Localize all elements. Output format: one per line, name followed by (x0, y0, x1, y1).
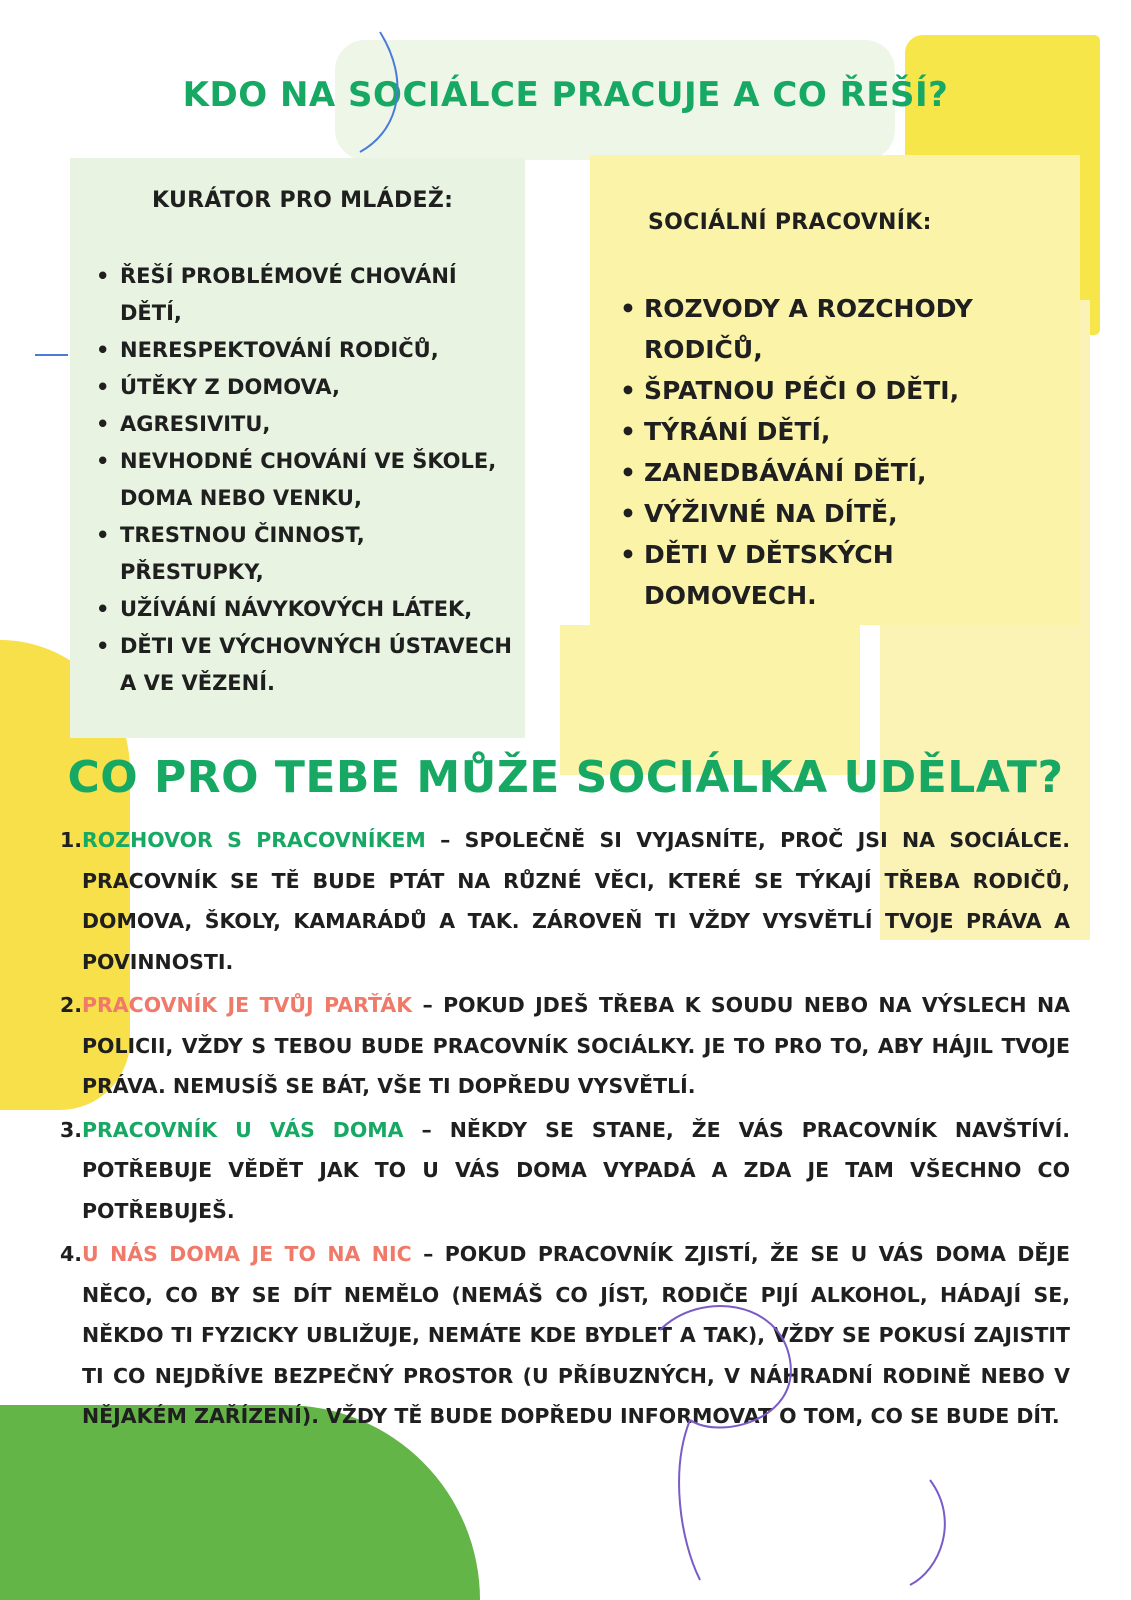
curator-item: • DĚTI VE VÝCHOVNÝCH ÚSTAVECH A VE VĚZENÍ. (94, 628, 514, 702)
curator-item: • NERESPEKTOVÁNÍ RODIČŮ, (94, 332, 514, 369)
section-title: CO PRO TEBE MŮŽE SOCIÁLKA UDĚLAT? (67, 752, 1064, 803)
social-worker-item: • ŠPATNOU PÉČI O DĚTI, (618, 370, 1068, 411)
step-highlight: ROZHOVOR S PRACOVNÍKEM (82, 828, 426, 852)
step-item (60, 820, 1070, 982)
social-worker-item: • ZANEDBÁVÁNÍ DĚTÍ, (618, 452, 1068, 493)
social-worker-item: • TÝRÁNÍ DĚTÍ, (618, 411, 1068, 452)
step-text: – SPOLEČNĚ SI VYJASNÍTE, PROČ JSI NA SOCIÁLCE. PRACOVNÍK SE TĚ BUDE PTÁT NA RŮZNÉ VĚCI, KTERÉ SE TÝKAJÍ TŘEBA RODIČŮ, DOMOVA, ŠKOLY, KAMARÁDŮ A TAK. ZÁROVEŇ TI VŽDY VYSVĚTLÍ TVOJE PRÁVA A POVINNOSTI. (82, 828, 1070, 974)
step-item (60, 1110, 1070, 1232)
curator-item: • TRESTNOU ČINNOST, PŘESTUPKY, (94, 517, 514, 591)
step-number: 3. (60, 1117, 83, 1142)
curator-list (94, 258, 514, 702)
social-worker-item: • VÝŽIVNÉ NA DÍTĚ, (618, 493, 1068, 534)
step-highlight: U NÁS DOMA JE TO NA NIC (82, 1242, 412, 1266)
curator-heading: KURÁTOR PRO MLÁDEŽ: (152, 188, 454, 213)
curator-item: • AGRESIVITU, (94, 406, 514, 443)
step-number: 2. (60, 993, 83, 1017)
step-number: 4. (60, 1242, 83, 1266)
step-item (60, 985, 1070, 1107)
social-worker-heading: SOCIÁLNÍ PRACOVNÍK: (648, 210, 932, 235)
social-worker-item: • ROZVODY A ROZCHODY RODIČŮ, (618, 288, 1068, 370)
social-worker-box (590, 155, 1080, 625)
step-highlight: PRACOVNÍK JE TVŮJ PARŤÁK (82, 993, 413, 1017)
steps-list (60, 820, 1070, 1440)
step-highlight: PRACOVNÍK U VÁS DOMA (82, 1117, 404, 1142)
step-text: – POKUD PRACOVNÍK ZJISTÍ, ŽE SE U VÁS DOMA DĚJE NĚCO, CO BY SE DÍT NEMĚLO (NEMÁŠ CO JÍST, RODIČE PIJÍ ALKOHOL, HÁDAJÍ SE, NĚKDO TI FYZICKY UBLIŽUJE, NEMÁTE KDE BYDLET A TAK), VŽDY SE POKUSÍ ZAJISTIT TI CO NEJDŘÍVE BEZPEČNÝ PROSTOR (U PŘÍBUZNÝCH, V NÁHRADNÍ RODINĚ NEBO V NĚJAKÉM ZAŘÍZENÍ). VŽDY TĚ BUDE DOPŘEDU INFORMOVAT O TOM, CO SE BUDE DÍT. (82, 1242, 1071, 1428)
page-title: KDO NA SOCIÁLCE PRACUJE A CO ŘEŠÍ? (182, 75, 949, 115)
curator-item: • UŽÍVÁNÍ NÁVYKOVÝCH LÁTEK, (94, 591, 514, 628)
social-worker-list (618, 288, 1068, 616)
step-text: – NĚKDY SE STANE, ŽE VÁS PRACOVNÍK NAVŠTÍVÍ. POTŘEBUJE VĚDĚT JAK TO U VÁS DOMA VYPADÁ A ZDA JE TAM VŠECHNO CO POTŘEBUJEŠ. (82, 1117, 1070, 1223)
curator-item: • ÚTĚKY Z DOMOVA, (94, 369, 514, 406)
step-item (60, 1234, 1070, 1437)
curator-item: • NEVHODNÉ CHOVÁNÍ VE ŠKOLE, DOMA NEBO VENKU, (94, 443, 514, 517)
curator-item: • ŘEŠÍ PROBLÉMOVÉ CHOVÁNÍ DĚTÍ, (94, 258, 514, 332)
step-number: 1. (60, 828, 83, 852)
social-worker-item: • DĚTI V DĚTSKÝCH DOMOVECH. (618, 534, 1068, 616)
step-text: – POKUD JDEŠ TŘEBA K SOUDU NEBO NA VÝSLECH NA POLICII, VŽDY S TEBOU BUDE PRACOVNÍK SOCIÁLKY. JE TO PRO TO, ABY HÁJIL TVOJE PRÁVA. NEMUSÍŠ SE BÁT, VŠE TI DOPŘEDU VYSVĚTLÍ. (82, 993, 1070, 1098)
curator-box (70, 158, 525, 738)
